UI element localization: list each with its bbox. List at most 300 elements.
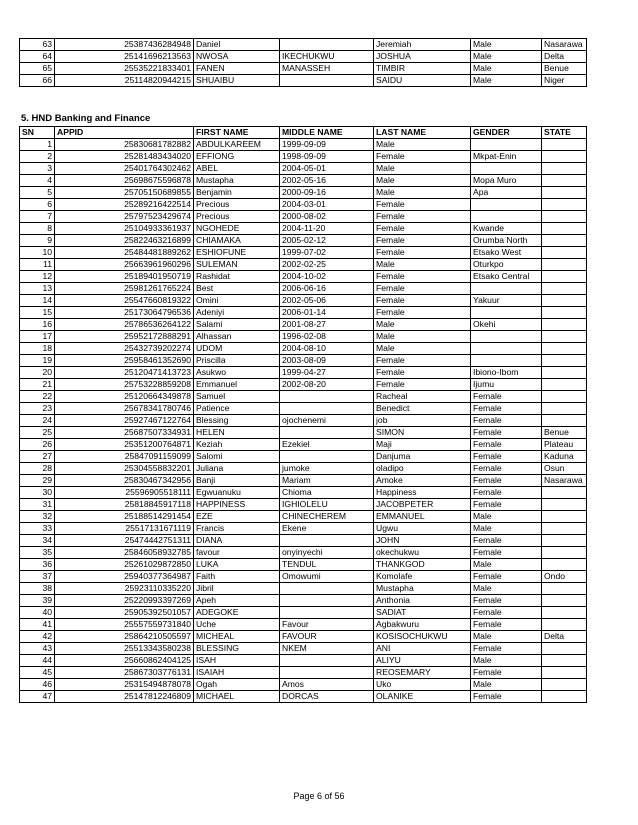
table-row <box>20 583 587 595</box>
cell-col-6: Male <box>471 655 542 667</box>
cell-col-4 <box>280 39 374 51</box>
cell-sn: 12 <box>20 271 55 283</box>
cell-first-name: ABDULKAREEM <box>194 139 280 151</box>
cell-col-4: Favour <box>280 619 374 631</box>
cell-col-4: 1998-09-09 <box>280 151 374 163</box>
cell-appid: 25474442751311 <box>55 535 194 547</box>
cell-col-4: 1999-07-02 <box>280 247 374 259</box>
table-row <box>20 571 587 583</box>
cell-appid: 25981261765224 <box>55 283 194 295</box>
cell-col-6: Etsako Central <box>471 271 542 283</box>
table-row <box>20 655 587 667</box>
cell-sn: 27 <box>20 451 55 463</box>
cell-col-7: Ondo <box>542 571 587 583</box>
cell-col-5: Female <box>374 199 471 211</box>
table-row <box>20 595 587 607</box>
cell-col-4 <box>280 607 374 619</box>
cell-first-name: HAPPINESS <box>194 499 280 511</box>
cell-col-5: Anthonia <box>374 595 471 607</box>
cell-col-4: 2004-08-10 <box>280 343 374 355</box>
cell-col-7 <box>542 691 587 703</box>
cell-sn: 34 <box>20 535 55 547</box>
cell-col-4: 1996-02-08 <box>280 331 374 343</box>
cell-col-7: Benue <box>542 63 587 75</box>
cell-first-name: Ogah <box>194 679 280 691</box>
cell-col-6: Female <box>471 415 542 427</box>
cell-col-7 <box>542 283 587 295</box>
cell-col-7 <box>542 151 587 163</box>
cell-col-4: IGHIOLELU <box>280 499 374 511</box>
cell-col-7 <box>542 271 587 283</box>
cell-first-name: MICHAEL <box>194 691 280 703</box>
cell-col-7: Niger <box>542 75 587 87</box>
cell-appid: 25517131671119 <box>55 523 194 535</box>
header-first-name: FIRST NAME <box>194 127 280 139</box>
cell-col-4: FAVOUR <box>280 631 374 643</box>
cell-col-4: onyinyechi <box>280 547 374 559</box>
cell-col-7 <box>542 403 587 415</box>
cell-col-7 <box>542 595 587 607</box>
cell-col-4: 1999-04-27 <box>280 367 374 379</box>
cell-col-7 <box>542 643 587 655</box>
cell-appid: 25557559731840 <box>55 619 194 631</box>
table-row <box>20 619 587 631</box>
cell-appid: 25705150689855 <box>55 187 194 199</box>
cell-appid: 25830467342956 <box>55 475 194 487</box>
cell-col-5: Mustapha <box>374 583 471 595</box>
cell-col-5: Happiness <box>374 487 471 499</box>
cell-sn: 25 <box>20 427 55 439</box>
cell-appid: 25401764302462 <box>55 163 194 175</box>
cell-col-4: MANASSEH <box>280 63 374 75</box>
cell-col-5: Female <box>374 355 471 367</box>
cell-col-5: KOSISOCHUKWU <box>374 631 471 643</box>
cell-col-4 <box>280 451 374 463</box>
table-row <box>20 75 587 87</box>
cell-sn: 43 <box>20 643 55 655</box>
cell-col-6: Female <box>471 607 542 619</box>
cell-sn: 14 <box>20 295 55 307</box>
cell-col-6: Oturkpo <box>471 259 542 271</box>
cell-col-4: ojochenemi <box>280 415 374 427</box>
cell-sn: 63 <box>20 39 55 51</box>
table-row <box>20 547 587 559</box>
cell-col-7 <box>542 199 587 211</box>
cell-first-name: Alhassan <box>194 331 280 343</box>
cell-sn: 36 <box>20 559 55 571</box>
table-row <box>20 643 587 655</box>
cell-sn: 9 <box>20 235 55 247</box>
cell-first-name: Best <box>194 283 280 295</box>
cell-col-4: Ekene <box>280 523 374 535</box>
cell-col-4: Ezekiel <box>280 439 374 451</box>
cell-col-7 <box>542 307 587 319</box>
cell-col-5: Female <box>374 247 471 259</box>
cell-sn: 7 <box>20 211 55 223</box>
cell-col-5: Ugwu <box>374 523 471 535</box>
cell-first-name: Asukwo <box>194 367 280 379</box>
cell-sn: 35 <box>20 547 55 559</box>
cell-sn: 6 <box>20 199 55 211</box>
cell-col-4 <box>280 535 374 547</box>
cell-first-name: LUKA <box>194 559 280 571</box>
cell-sn: 21 <box>20 379 55 391</box>
cell-col-5: Female <box>374 307 471 319</box>
table-row <box>20 463 587 475</box>
cell-col-6: Yakuur <box>471 295 542 307</box>
cell-col-7 <box>542 487 587 499</box>
cell-col-7 <box>542 331 587 343</box>
cell-col-6: Mkpat-Enin <box>471 151 542 163</box>
cell-sn: 31 <box>20 499 55 511</box>
cell-sn: 47 <box>20 691 55 703</box>
cell-appid: 25698675596878 <box>55 175 194 187</box>
cell-col-5: JACOBPETER <box>374 499 471 511</box>
table-row <box>20 691 587 703</box>
cell-appid: 25952172888291 <box>55 331 194 343</box>
cell-appid: 25289216422514 <box>55 199 194 211</box>
cell-col-5: EMMANUEL <box>374 511 471 523</box>
cell-col-4: 2006-01-14 <box>280 307 374 319</box>
cell-col-7: Delta <box>542 51 587 63</box>
cell-col-6: Female <box>471 619 542 631</box>
cell-col-4 <box>280 427 374 439</box>
cell-col-4: Omowumi <box>280 571 374 583</box>
cell-appid: 25958461352690 <box>55 355 194 367</box>
cell-col-7: Osun <box>542 463 587 475</box>
cell-col-7: Delta <box>542 631 587 643</box>
cell-first-name: Samuel <box>194 391 280 403</box>
cell-appid: 25387436284948 <box>55 39 194 51</box>
cell-sn: 40 <box>20 607 55 619</box>
table-row <box>20 283 587 295</box>
cell-col-6 <box>471 355 542 367</box>
cell-col-5: Racheal <box>374 391 471 403</box>
cell-sn: 65 <box>20 63 55 75</box>
cell-col-4: 2004-10-02 <box>280 271 374 283</box>
cell-col-4 <box>280 595 374 607</box>
table-row <box>20 391 587 403</box>
cell-sn: 45 <box>20 667 55 679</box>
cell-appid: 25147812246809 <box>55 691 194 703</box>
cell-col-6 <box>471 307 542 319</box>
cell-first-name: Francis <box>194 523 280 535</box>
cell-sn: 29 <box>20 475 55 487</box>
cell-appid: 25822463216899 <box>55 235 194 247</box>
cell-sn: 8 <box>20 223 55 235</box>
cell-col-4 <box>280 583 374 595</box>
table-row <box>20 39 587 51</box>
cell-sn: 46 <box>20 679 55 691</box>
cell-col-6: Male <box>471 75 542 87</box>
cell-col-6: Female <box>471 427 542 439</box>
cell-col-5: job <box>374 415 471 427</box>
cell-col-6: Female <box>471 595 542 607</box>
cell-col-4 <box>280 391 374 403</box>
cell-col-6: Female <box>471 463 542 475</box>
cell-sn: 42 <box>20 631 55 643</box>
cell-first-name: Adeniyi <box>194 307 280 319</box>
cell-col-6: Female <box>471 475 542 487</box>
table-row <box>20 499 587 511</box>
cell-col-4: 2000-08-02 <box>280 211 374 223</box>
cell-col-7 <box>542 391 587 403</box>
cell-appid: 25484481889262 <box>55 247 194 259</box>
cell-first-name: ISAIAH <box>194 667 280 679</box>
cell-appid: 25596905518111 <box>55 487 194 499</box>
cell-appid: 25547660819322 <box>55 295 194 307</box>
cell-col-7 <box>542 235 587 247</box>
cell-sn: 4 <box>20 175 55 187</box>
table-row <box>20 415 587 427</box>
cell-col-6: Male <box>471 583 542 595</box>
cell-col-7 <box>542 523 587 535</box>
cell-col-5: Male <box>374 175 471 187</box>
cell-appid: 25867303776131 <box>55 667 194 679</box>
cell-col-6: Female <box>471 451 542 463</box>
cell-col-5: SAIDU <box>374 75 471 87</box>
cell-col-7: Nasarawa <box>542 475 587 487</box>
cell-col-4: 2004-03-01 <box>280 199 374 211</box>
cell-col-6: Male <box>471 559 542 571</box>
cell-appid: 25864210505597 <box>55 631 194 643</box>
cell-appid: 25818845917118 <box>55 499 194 511</box>
cell-sn: 5 <box>20 187 55 199</box>
cell-col-6: Female <box>471 499 542 511</box>
cell-col-6: Ibiono-Ibom <box>471 367 542 379</box>
cell-first-name: Precious <box>194 199 280 211</box>
cell-col-4 <box>280 75 374 87</box>
cell-col-4: NKEM <box>280 643 374 655</box>
cell-first-name: DIANA <box>194 535 280 547</box>
table-row <box>20 403 587 415</box>
table-row <box>20 487 587 499</box>
cell-sn: 30 <box>20 487 55 499</box>
cell-col-4: CHINECHEREM <box>280 511 374 523</box>
cell-col-5: Female <box>374 211 471 223</box>
table-row <box>20 355 587 367</box>
table-row <box>20 679 587 691</box>
cell-sn: 20 <box>20 367 55 379</box>
cell-col-5: Female <box>374 283 471 295</box>
cell-first-name: CHIAMAKA <box>194 235 280 247</box>
cell-col-5: Amoke <box>374 475 471 487</box>
cell-col-4: Amos <box>280 679 374 691</box>
table-row <box>20 139 587 151</box>
cell-col-5: Female <box>374 151 471 163</box>
cell-col-7 <box>542 163 587 175</box>
cell-col-6 <box>471 163 542 175</box>
header-appid: APPID <box>55 127 194 139</box>
cell-appid: 25786536264122 <box>55 319 194 331</box>
section-title: 5. HND Banking and Finance <box>21 113 151 124</box>
cell-first-name: ESHIOFUNE <box>194 247 280 259</box>
cell-first-name: MICHEAL <box>194 631 280 643</box>
cell-col-6: Female <box>471 439 542 451</box>
table-row <box>20 307 587 319</box>
cell-sn: 33 <box>20 523 55 535</box>
cell-col-5: Uko <box>374 679 471 691</box>
cell-col-5: Male <box>374 331 471 343</box>
cell-first-name: Daniel <box>194 39 280 51</box>
table-row <box>20 451 587 463</box>
cell-first-name: Juliana <box>194 463 280 475</box>
cell-col-5: Maji <box>374 439 471 451</box>
cell-col-7 <box>542 415 587 427</box>
cell-col-6 <box>471 283 542 295</box>
cell-col-6: Mopa Muro <box>471 175 542 187</box>
cell-sn: 15 <box>20 307 55 319</box>
table-row <box>20 319 587 331</box>
cell-appid: 25923110335220 <box>55 583 194 595</box>
cell-col-4 <box>280 655 374 667</box>
table-row <box>20 295 587 307</box>
cell-col-5: Female <box>374 271 471 283</box>
table-row <box>20 259 587 271</box>
cell-appid: 25660862404125 <box>55 655 194 667</box>
cell-col-7 <box>542 223 587 235</box>
cell-col-6: Apa <box>471 187 542 199</box>
cell-appid: 25678341780746 <box>55 403 194 415</box>
cell-first-name: Benjamin <box>194 187 280 199</box>
hnd-banking-table <box>19 126 587 703</box>
cell-col-7 <box>542 511 587 523</box>
header-middle-name: MIDDLE NAME <box>280 127 374 139</box>
cell-col-6: Female <box>471 643 542 655</box>
cell-col-4: TENDUL <box>280 559 374 571</box>
cell-sn: 16 <box>20 319 55 331</box>
continued-table <box>19 38 587 87</box>
cell-col-7 <box>542 139 587 151</box>
cell-first-name: Omini <box>194 295 280 307</box>
cell-col-7 <box>542 499 587 511</box>
table-row <box>20 559 587 571</box>
cell-col-5: TIMBIR <box>374 63 471 75</box>
table-row <box>20 211 587 223</box>
cell-col-5: ANI <box>374 643 471 655</box>
table-row <box>20 51 587 63</box>
table-row <box>20 247 587 259</box>
cell-col-7: Nasarawa <box>542 39 587 51</box>
cell-col-7 <box>542 379 587 391</box>
cell-sn: 37 <box>20 571 55 583</box>
cell-col-5: Male <box>374 187 471 199</box>
cell-first-name: UDOM <box>194 343 280 355</box>
cell-col-5: Komolafe <box>374 571 471 583</box>
cell-appid: 25114820944215 <box>55 75 194 87</box>
table-row <box>20 63 587 75</box>
table-row <box>20 163 587 175</box>
cell-col-4 <box>280 667 374 679</box>
table-row <box>20 523 587 535</box>
cell-col-6: Female <box>471 535 542 547</box>
cell-first-name: FANEN <box>194 63 280 75</box>
cell-col-7 <box>542 583 587 595</box>
cell-sn: 41 <box>20 619 55 631</box>
cell-col-6: Female <box>471 571 542 583</box>
cell-appid: 25189401950719 <box>55 271 194 283</box>
table-row <box>20 631 587 643</box>
cell-first-name: Egwuanuku <box>194 487 280 499</box>
cell-first-name: SHUAIBU <box>194 75 280 87</box>
cell-col-6: Okehi <box>471 319 542 331</box>
cell-col-7 <box>542 679 587 691</box>
cell-sn: 17 <box>20 331 55 343</box>
table-row <box>20 235 587 247</box>
table-row <box>20 187 587 199</box>
cell-col-7 <box>542 343 587 355</box>
cell-col-4: 2002-05-06 <box>280 295 374 307</box>
cell-first-name: NWOSA <box>194 51 280 63</box>
cell-col-7: Plateau <box>542 439 587 451</box>
cell-col-6: Kwande <box>471 223 542 235</box>
table-row <box>20 607 587 619</box>
cell-appid: 25846058932785 <box>55 547 194 559</box>
cell-first-name: Precious <box>194 211 280 223</box>
cell-appid: 25940377364987 <box>55 571 194 583</box>
cell-first-name: ABEL <box>194 163 280 175</box>
cell-col-6: Male <box>471 511 542 523</box>
cell-col-6: Female <box>471 391 542 403</box>
table-row <box>20 535 587 547</box>
table-row <box>20 511 587 523</box>
table-row <box>20 331 587 343</box>
cell-sn: 22 <box>20 391 55 403</box>
cell-appid: 25351200764871 <box>55 439 194 451</box>
cell-col-4: jumoke <box>280 463 374 475</box>
cell-sn: 23 <box>20 403 55 415</box>
cell-col-6: Female <box>471 403 542 415</box>
cell-first-name: Patience <box>194 403 280 415</box>
cell-appid: 25830681782882 <box>55 139 194 151</box>
cell-appid: 25687507334931 <box>55 427 194 439</box>
cell-col-6: Male <box>471 63 542 75</box>
cell-col-4: Mariam <box>280 475 374 487</box>
cell-first-name: ISAH <box>194 655 280 667</box>
cell-col-5: Male <box>374 343 471 355</box>
cell-col-5: Danjuma <box>374 451 471 463</box>
cell-col-4: 2005-02-12 <box>280 235 374 247</box>
cell-col-6: Female <box>471 691 542 703</box>
cell-sn: 64 <box>20 51 55 63</box>
table-header-row <box>20 127 587 139</box>
cell-appid: 25905392501057 <box>55 607 194 619</box>
cell-first-name: Priscilla <box>194 355 280 367</box>
cell-col-4: 2002-05-16 <box>280 175 374 187</box>
cell-appid: 25432739202274 <box>55 343 194 355</box>
cell-first-name: favour <box>194 547 280 559</box>
cell-col-6: Male <box>471 523 542 535</box>
cell-col-4: 2006-06-16 <box>280 283 374 295</box>
table-row <box>20 271 587 283</box>
cell-col-7 <box>542 619 587 631</box>
cell-col-6: Female <box>471 547 542 559</box>
cell-col-7 <box>542 367 587 379</box>
header-last-name: LAST NAME <box>374 127 471 139</box>
cell-sn: 32 <box>20 511 55 523</box>
cell-col-4: 1999-09-09 <box>280 139 374 151</box>
cell-appid: 25797523429674 <box>55 211 194 223</box>
cell-col-5: Female <box>374 223 471 235</box>
cell-appid: 25173064796536 <box>55 307 194 319</box>
cell-col-5: Male <box>374 319 471 331</box>
table-row <box>20 439 587 451</box>
cell-col-6: Male <box>471 39 542 51</box>
cell-col-7 <box>542 547 587 559</box>
cell-sn: 39 <box>20 595 55 607</box>
table-row <box>20 151 587 163</box>
cell-col-4: 2002-02-25 <box>280 259 374 271</box>
